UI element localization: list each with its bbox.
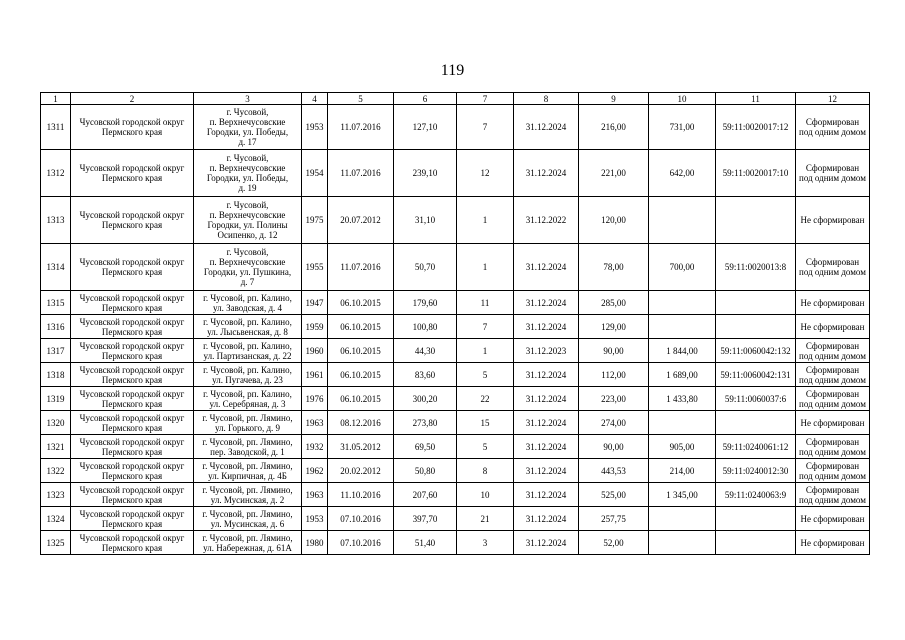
table-row: [41, 150, 870, 197]
table-row: [41, 339, 870, 363]
area-cell: 179,60: [394, 291, 457, 315]
area-cell: 207,60: [394, 483, 457, 507]
cadastral-number-cell: 59:11:0060042:131: [716, 363, 796, 387]
date-cell: 20.02.2012: [328, 459, 394, 483]
year-cell: 1954: [302, 150, 328, 197]
cadastral-number-cell: [716, 507, 796, 531]
date-cell: 06.10.2015: [328, 339, 394, 363]
value-cell: 257,75: [579, 507, 649, 531]
cadastral-number-cell: [716, 411, 796, 435]
count-cell: 5: [457, 363, 514, 387]
date-cell: 07.10.2016: [328, 531, 394, 555]
deadline-cell: 31.12.2024: [514, 483, 579, 507]
municipality-cell: Чусовской городской округ Пермского края: [71, 150, 194, 197]
cadastral-number-cell: 59:11:0240061:12: [716, 435, 796, 459]
land-area-cell: [649, 315, 716, 339]
column-number: 9: [579, 93, 649, 105]
count-cell: 7: [457, 315, 514, 339]
value-cell: 223,00: [579, 387, 649, 411]
housing-registry-table: [40, 92, 870, 555]
row-number: 1311: [41, 105, 71, 150]
date-cell: 31.05.2012: [328, 435, 394, 459]
column-number: 5: [328, 93, 394, 105]
value-cell: 112,00: [579, 363, 649, 387]
area-cell: 397,70: [394, 507, 457, 531]
deadline-cell: 31.12.2024: [514, 435, 579, 459]
date-cell: 11.07.2016: [328, 105, 394, 150]
date-cell: 20.07.2012: [328, 197, 394, 244]
row-number: 1321: [41, 435, 71, 459]
year-cell: 1980: [302, 531, 328, 555]
count-cell: 1: [457, 339, 514, 363]
deadline-cell: 31.12.2024: [514, 531, 579, 555]
land-area-cell: [649, 197, 716, 244]
land-area-cell: 1 689,00: [649, 363, 716, 387]
column-number: 4: [302, 93, 328, 105]
count-cell: 1: [457, 197, 514, 244]
column-number: 12: [796, 93, 870, 105]
count-cell: 7: [457, 105, 514, 150]
value-cell: 443,53: [579, 459, 649, 483]
row-number: 1323: [41, 483, 71, 507]
deadline-cell: 31.12.2023: [514, 339, 579, 363]
date-cell: 11.07.2016: [328, 150, 394, 197]
cadastral-number-cell: [716, 315, 796, 339]
address-cell: г. Чусовой, рп. Лямино, пер. Заводской, д. 1: [194, 435, 302, 459]
status-cell: Сформирован под одним домом: [796, 435, 870, 459]
status-cell: Не сформирован: [796, 531, 870, 555]
status-cell: Не сформирован: [796, 507, 870, 531]
address-cell: г. Чусовой, п. Верхнечусовские Городки, ул. Победы, д. 17: [194, 105, 302, 150]
municipality-cell: Чусовской городской округ Пермского края: [71, 435, 194, 459]
municipality-cell: Чусовской городской округ Пермского края: [71, 531, 194, 555]
table-row: [41, 483, 870, 507]
deadline-cell: 31.12.2024: [514, 150, 579, 197]
row-number: 1314: [41, 244, 71, 291]
cadastral-number-cell: 59:11:0020013:8: [716, 244, 796, 291]
area-cell: 83,60: [394, 363, 457, 387]
count-cell: 8: [457, 459, 514, 483]
deadline-cell: 31.12.2022: [514, 197, 579, 244]
cadastral-number-cell: [716, 291, 796, 315]
address-cell: г. Чусовой, рп. Лямино, ул. Мусинская, д. 6: [194, 507, 302, 531]
cadastral-number-cell: 59:11:0060037:6: [716, 387, 796, 411]
area-cell: 239,10: [394, 150, 457, 197]
municipality-cell: Чусовской городской округ Пермского края: [71, 339, 194, 363]
column-number: 3: [194, 93, 302, 105]
table-row: [41, 244, 870, 291]
row-number: 1325: [41, 531, 71, 555]
row-number: 1318: [41, 363, 71, 387]
count-cell: 12: [457, 150, 514, 197]
municipality-cell: Чусовской городской округ Пермского края: [71, 244, 194, 291]
count-cell: 5: [457, 435, 514, 459]
year-cell: 1947: [302, 291, 328, 315]
row-number: 1315: [41, 291, 71, 315]
municipality-cell: Чусовской городской округ Пермского края: [71, 387, 194, 411]
address-cell: г. Чусовой, п. Верхнечусовские Городки, ул. Победы, д. 19: [194, 150, 302, 197]
value-cell: 90,00: [579, 435, 649, 459]
status-cell: Не сформирован: [796, 315, 870, 339]
row-number: 1322: [41, 459, 71, 483]
column-number: 7: [457, 93, 514, 105]
area-cell: 31,10: [394, 197, 457, 244]
municipality-cell: Чусовской городской округ Пермского края: [71, 507, 194, 531]
table-row: [41, 363, 870, 387]
municipality-cell: Чусовской городской округ Пермского края: [71, 197, 194, 244]
column-number: 8: [514, 93, 579, 105]
table-row: [41, 291, 870, 315]
year-cell: 1960: [302, 339, 328, 363]
count-cell: 1: [457, 244, 514, 291]
address-cell: г. Чусовой, п. Верхнечусовские Городки, ул. Пушкина, д. 7: [194, 244, 302, 291]
address-cell: г. Чусовой, рп. Лямино, ул. Набережная, д. 61А: [194, 531, 302, 555]
area-cell: 127,10: [394, 105, 457, 150]
address-cell: г. Чусовой, рп. Калино, ул. Партизанская, д. 22: [194, 339, 302, 363]
cadastral-number-cell: 59:11:0060042:132: [716, 339, 796, 363]
column-number: 2: [71, 93, 194, 105]
status-cell: Сформирован под одним домом: [796, 483, 870, 507]
status-cell: Не сформирован: [796, 291, 870, 315]
value-cell: 52,00: [579, 531, 649, 555]
column-number: 11: [716, 93, 796, 105]
land-area-cell: [649, 291, 716, 315]
deadline-cell: 31.12.2024: [514, 387, 579, 411]
area-cell: 69,50: [394, 435, 457, 459]
status-cell: Не сформирован: [796, 197, 870, 244]
municipality-cell: Чусовской городской округ Пермского края: [71, 459, 194, 483]
address-cell: г. Чусовой, рп. Лямино, ул. Горького, д. 9: [194, 411, 302, 435]
row-number: 1316: [41, 315, 71, 339]
table-row: [41, 507, 870, 531]
count-cell: 15: [457, 411, 514, 435]
address-cell: г. Чусовой, рп. Калино, ул. Серебряная, д. 3: [194, 387, 302, 411]
status-cell: Сформирован под одним домом: [796, 363, 870, 387]
row-number: 1317: [41, 339, 71, 363]
cadastral-number-cell: [716, 531, 796, 555]
row-number: 1313: [41, 197, 71, 244]
date-cell: 06.10.2015: [328, 387, 394, 411]
value-cell: 78,00: [579, 244, 649, 291]
row-number: 1320: [41, 411, 71, 435]
count-cell: 3: [457, 531, 514, 555]
municipality-cell: Чусовской городской округ Пермского края: [71, 291, 194, 315]
table-row: [41, 435, 870, 459]
status-cell: Сформирован под одним домом: [796, 459, 870, 483]
cadastral-number-cell: [716, 197, 796, 244]
column-number-row: [41, 93, 870, 105]
land-area-cell: 214,00: [649, 459, 716, 483]
deadline-cell: 31.12.2024: [514, 363, 579, 387]
table-row: [41, 315, 870, 339]
year-cell: 1955: [302, 244, 328, 291]
date-cell: 08.12.2016: [328, 411, 394, 435]
deadline-cell: 31.12.2024: [514, 507, 579, 531]
value-cell: 216,00: [579, 105, 649, 150]
count-cell: 22: [457, 387, 514, 411]
municipality-cell: Чусовской городской округ Пермского края: [71, 363, 194, 387]
deadline-cell: 31.12.2024: [514, 244, 579, 291]
municipality-cell: Чусовской городской округ Пермского края: [71, 411, 194, 435]
table-row: [41, 387, 870, 411]
value-cell: 120,00: [579, 197, 649, 244]
status-cell: Не сформирован: [796, 411, 870, 435]
table-body: [41, 93, 870, 555]
land-area-cell: 700,00: [649, 244, 716, 291]
cadastral-number-cell: 59:11:0240063:9: [716, 483, 796, 507]
year-cell: 1953: [302, 507, 328, 531]
status-cell: Сформирован под одним домом: [796, 244, 870, 291]
year-cell: 1963: [302, 483, 328, 507]
date-cell: 11.07.2016: [328, 244, 394, 291]
area-cell: 50,70: [394, 244, 457, 291]
year-cell: 1961: [302, 363, 328, 387]
year-cell: 1975: [302, 197, 328, 244]
value-cell: 525,00: [579, 483, 649, 507]
address-cell: г. Чусовой, рп. Калино, ул. Заводская, д. 4: [194, 291, 302, 315]
land-area-cell: 731,00: [649, 105, 716, 150]
value-cell: 274,00: [579, 411, 649, 435]
land-area-cell: 905,00: [649, 435, 716, 459]
municipality-cell: Чусовской городской округ Пермского края: [71, 105, 194, 150]
value-cell: 129,00: [579, 315, 649, 339]
table-row: [41, 197, 870, 244]
year-cell: 1953: [302, 105, 328, 150]
municipality-cell: Чусовской городской округ Пермского края: [71, 483, 194, 507]
deadline-cell: 31.12.2024: [514, 105, 579, 150]
date-cell: 06.10.2015: [328, 291, 394, 315]
count-cell: 21: [457, 507, 514, 531]
status-cell: Сформирован под одним домом: [796, 339, 870, 363]
land-area-cell: [649, 411, 716, 435]
land-area-cell: [649, 531, 716, 555]
area-cell: 300,20: [394, 387, 457, 411]
table-row: [41, 105, 870, 150]
area-cell: 51,40: [394, 531, 457, 555]
count-cell: 11: [457, 291, 514, 315]
row-number: 1319: [41, 387, 71, 411]
address-cell: г. Чусовой, рп. Калино, ул. Пугачева, д. 23: [194, 363, 302, 387]
land-area-cell: 1 345,00: [649, 483, 716, 507]
status-cell: Сформирован под одним домом: [796, 387, 870, 411]
status-cell: Сформирован под одним домом: [796, 150, 870, 197]
land-area-cell: 1 433,80: [649, 387, 716, 411]
area-cell: 50,80: [394, 459, 457, 483]
page-number: 119: [440, 62, 465, 79]
value-cell: 90,00: [579, 339, 649, 363]
date-cell: 06.10.2015: [328, 315, 394, 339]
address-cell: г. Чусовой, рп. Лямино, ул. Кирпичная, д. 4Б: [194, 459, 302, 483]
municipality-cell: Чусовской городской округ Пермского края: [71, 315, 194, 339]
column-number: 6: [394, 93, 457, 105]
land-area-cell: 642,00: [649, 150, 716, 197]
date-cell: 07.10.2016: [328, 507, 394, 531]
table-row: [41, 531, 870, 555]
address-cell: г. Чусовой, рп. Лямино, ул. Мусинская, д. 2: [194, 483, 302, 507]
year-cell: 1959: [302, 315, 328, 339]
value-cell: 285,00: [579, 291, 649, 315]
area-cell: 100,80: [394, 315, 457, 339]
cadastral-number-cell: 59:11:0020017:10: [716, 150, 796, 197]
deadline-cell: 31.12.2024: [514, 315, 579, 339]
row-number: 1324: [41, 507, 71, 531]
address-cell: г. Чусовой, рп. Калино, ул. Лысьвенская, д. 8: [194, 315, 302, 339]
land-area-cell: 1 844,00: [649, 339, 716, 363]
area-cell: 44,30: [394, 339, 457, 363]
year-cell: 1963: [302, 411, 328, 435]
table-row: [41, 411, 870, 435]
area-cell: 273,80: [394, 411, 457, 435]
date-cell: 11.10.2016: [328, 483, 394, 507]
year-cell: 1932: [302, 435, 328, 459]
count-cell: 10: [457, 483, 514, 507]
deadline-cell: 31.12.2024: [514, 459, 579, 483]
cadastral-number-cell: 59:11:0020017:12: [716, 105, 796, 150]
value-cell: 221,00: [579, 150, 649, 197]
deadline-cell: 31.12.2024: [514, 291, 579, 315]
date-cell: 06.10.2015: [328, 363, 394, 387]
cadastral-number-cell: 59:11:0240012:30: [716, 459, 796, 483]
row-number: 1312: [41, 150, 71, 197]
table-row: [41, 459, 870, 483]
year-cell: 1962: [302, 459, 328, 483]
year-cell: 1976: [302, 387, 328, 411]
address-cell: г. Чусовой, п. Верхнечусовские Городки, ул. Полины Осипенко, д. 12: [194, 197, 302, 244]
status-cell: Сформирован под одним домом: [796, 105, 870, 150]
land-area-cell: [649, 507, 716, 531]
column-number: 1: [41, 93, 71, 105]
column-number: 10: [649, 93, 716, 105]
deadline-cell: 31.12.2024: [514, 411, 579, 435]
